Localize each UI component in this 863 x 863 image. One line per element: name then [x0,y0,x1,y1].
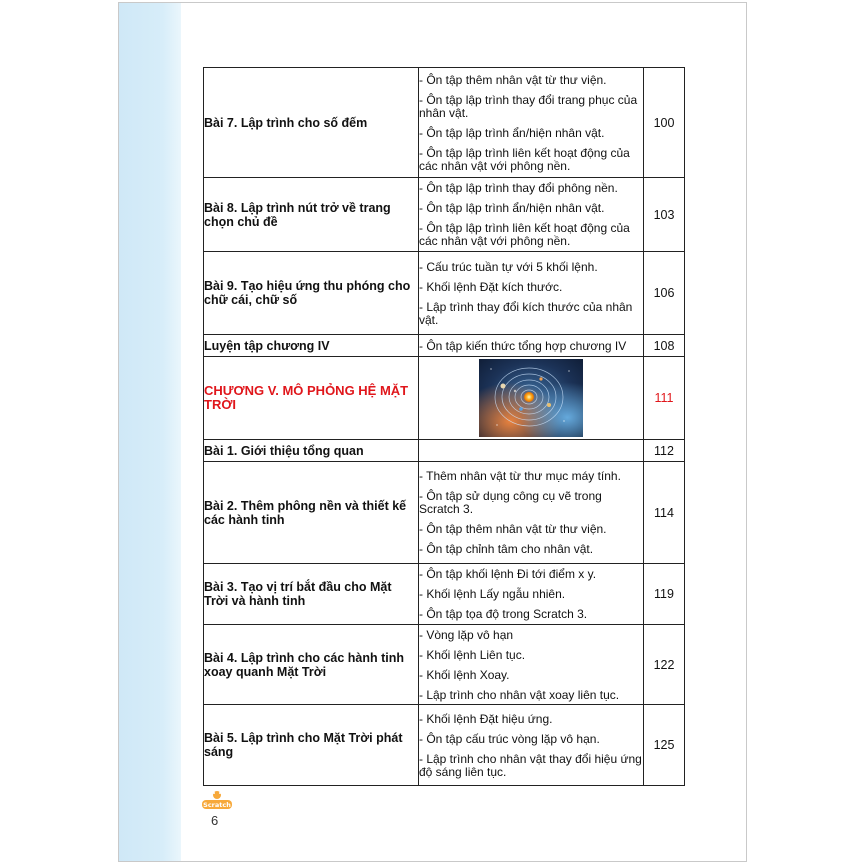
lesson-content [419,564,644,625]
content-item: - Ôn tập lập trình ẩn/hiện nhân vật. [419,125,605,140]
lesson-content [419,68,644,178]
content-item: - Thêm nhân vật từ thư mục máy tính. [419,469,621,483]
lesson-title: Luyện tập chương IV [204,335,419,357]
chapter-title: CHƯƠNG V. MÔ PHỎNG HỆ MẶT TRỜI [204,357,419,440]
content-item: - Ôn tập khối lệnh Đi tới điểm x y. [419,567,597,581]
lesson-title: Bài 1. Giới thiệu tổng quan [204,440,419,462]
content-item: - Khối lệnh Lấy ngẫu nhiên. [419,587,566,601]
toc-row [204,625,685,705]
toc-row [204,68,685,178]
content-item: - Cấu trúc tuần tự với 5 khối lệnh. [419,259,598,274]
page-number: 6 [211,813,219,828]
page-reference: 119 [644,564,685,625]
content-item: - Ôn tập lập trình liên kết hoạt động của các nhân vật với phông nền. [419,221,630,248]
toc-row [204,440,685,462]
content-item: - Ôn tập lập trình thay đổi phông nền. [419,181,618,195]
content-item: - Khối lệnh Xoay. [419,667,510,682]
logo-text: Scratch [203,801,231,809]
solar-system-image [479,359,583,437]
lesson-title: Bài 2. Thêm phông nền và thiết kế các hành tinh [204,462,419,564]
lesson-title: Bài 4. Lập trình cho các hành tinh xoay quanh Mặt Trời [204,625,419,705]
chapter-row [204,357,685,440]
page-reference: 112 [644,440,685,462]
content-item: - Ôn tập sử dụng công cụ vẽ trong Scratch 3. [419,489,602,516]
content-item: - Ôn tập cấu trúc vòng lặp vô hạn. [419,731,600,746]
toc-row [204,462,685,564]
lesson-content [419,625,644,705]
content-item: - Lập trình cho nhân vật thay đổi hiệu ứng độ sáng liên tục. [419,751,642,779]
content-item: - Vòng lặp vô hạn [419,627,514,642]
page-reference: 103 [644,178,685,252]
lesson-content [419,335,644,357]
content-item: - Ôn tập lập trình ẩn/hiện nhân vật. [419,201,605,215]
content-item: - Lập trình thay đổi kích thước của nhân vật. [419,299,633,327]
content-item: - Khối lệnh Đặt kích thước. [419,279,563,294]
lesson-content [419,440,644,462]
page-reference: 114 [644,462,685,564]
page-reference: 108 [644,335,685,357]
content-item: - Lập trình cho nhân vật xoay liên tục. [419,687,620,702]
page-reference: 106 [644,252,685,335]
lesson-title: Bài 8. Lập trình nút trở về trang chọn chủ đề [204,178,419,252]
toc-row [204,252,685,335]
lesson-title: Bài 3. Tạo vị trí bắt đầu cho Mặt Trời và hành tinh [204,564,419,625]
page-reference: 122 [644,625,685,705]
scratch-logo [201,789,233,811]
content-item: - Ôn tập chỉnh tâm cho nhân vật. [419,542,594,556]
content-item: - Ôn tập lập trình thay đổi trang phục của nhân vật. [419,92,638,120]
lesson-content [419,705,644,786]
content-item: - Ôn tập thêm nhân vật từ thư viện. [419,522,607,536]
content-item: - Ôn tập lập trình liên kết hoạt động của các nhân vật với phông nền. [419,145,630,173]
lesson-title: Bài 9. Tạo hiệu ứng thu phóng cho chữ cái, chữ số [204,252,419,335]
book-page [118,2,747,862]
lesson-content [419,252,644,335]
lesson-content [419,462,644,564]
toc-row [204,564,685,625]
page-reference: 111 [644,357,685,440]
toc-row [204,335,685,357]
lesson-title: Bài 5. Lập trình cho Mặt Trời phát sáng [204,705,419,786]
content-item: - Khối lệnh Đặt hiệu ứng. [419,711,553,726]
page-reference: 100 [644,68,685,178]
toc-row [204,178,685,252]
table-of-contents [203,67,685,786]
toc-row [204,705,685,786]
lesson-content [419,178,644,252]
page-reference: 125 [644,705,685,786]
chapter-illustration-cell [419,357,644,440]
lesson-title: Bài 7. Lập trình cho số đếm [204,68,419,178]
content-item: - Ôn tập thêm nhân vật từ thư viện. [419,72,607,87]
content-item: - Ôn tập kiến thức tổng hợp chương IV [419,338,627,353]
content-item: - Khối lệnh Liên tục. [419,647,526,662]
content-item: - Ôn tập tọa độ trong Scratch 3. [419,607,588,621]
page-margin-stripe [119,3,181,861]
